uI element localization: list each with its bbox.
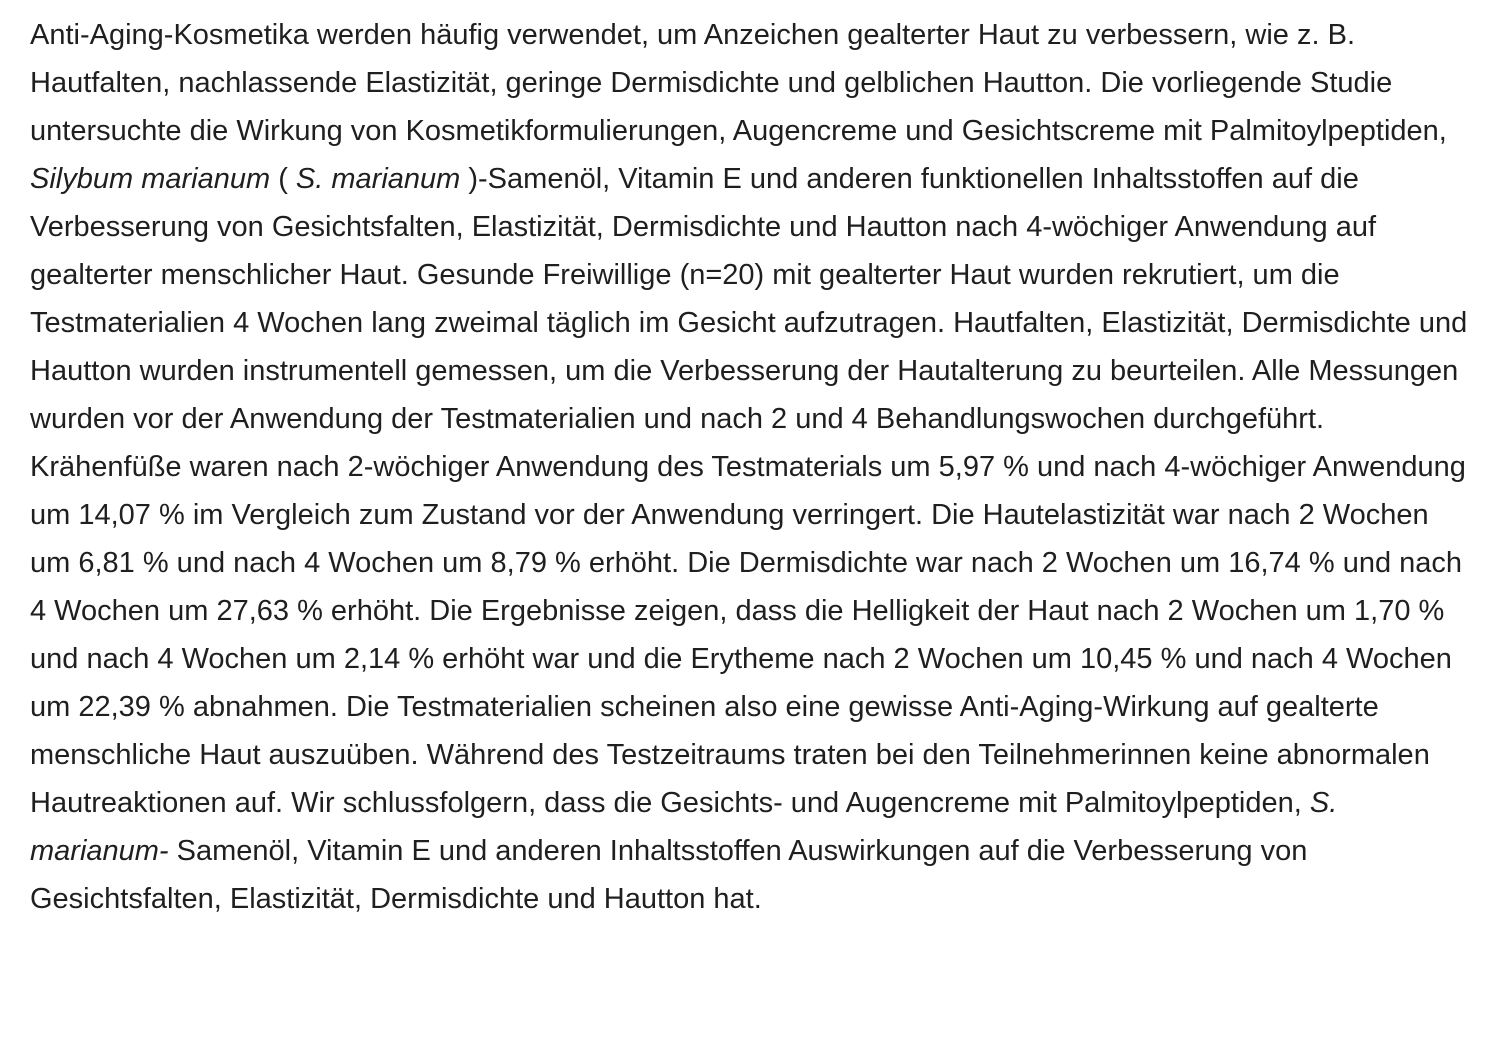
abstract-paragraph bbox=[30, 11, 1470, 923]
abstract-text-4: Samenöl, Vitamin E und anderen Inhaltsstoffen Auswirkungen auf die Verbesserung von Gesichtsfalten, Elastizität, Dermisdichte und Hautton hat. bbox=[30, 835, 1308, 915]
species-abbrev-italic: S. marianum bbox=[295, 163, 461, 195]
species-abbrev-italic-2: S. marianum- bbox=[30, 787, 1338, 867]
abstract-text-3: )-Samenöl, Vitamin E und anderen funktionellen Inhaltsstoffen auf die Verbesserung von Gesichtsfalten, Elastizität, Dermisdichte und Hautton nach 4-wöchiger Anwendung auf gealterter menschlicher Haut. Gesunde Freiwillige (n=20) mit gealterter Haut wurden rekrutiert, um die Testmaterialien 4 Wochen lang zweimal täglich im Gesicht aufzutragen. Hautfalten, Elastizität, Dermisdichte und Hautton wurden instrumentell gemessen, um die Verbesserung der Hautalterung zu beurteilen. Alle Messungen wurden vor der Anwendung der Testmaterialien und nach 2 und 4 Behandlungswochen durchgeführt. Krähenfüße waren nach 2-wöchiger Anwendung des Testmaterials um 5,97 % und nach 4-wöchiger Anwendung um 14,07 % im Vergleich zum Zustand vor der Anwendung verringert. Die Hautelastizität war nach 2 Wochen um 6,81 % und nach 4 Wochen um 8,79 % erhöht. Die Dermisdichte war nach 2 Wochen um 16,74 % und nach 4 Wochen um 27,63 % erhöht. Die Ergebnisse zeigen, dass die Helligkeit der Haut nach 2 Wochen um 1,70 % und nach 4 Wochen um 2,14 % erhöht war und die Erytheme nach 2 Wochen um 10,45 % und nach 4 Wochen um 22,39 % abnahmen. Die Testmaterialien scheinen also eine gewisse Anti-Aging-Wirkung auf gealterte menschliche Haut auszuüben. Während des Testzeitraums traten bei den Teilnehmerinnen keine abnormalen Hautreaktionen auf. Wir schlussfolgern, dass die Gesichts- und Augencreme mit Palmitoylpeptiden, bbox=[30, 163, 1468, 819]
species-name-italic: Silybum marianum bbox=[30, 163, 271, 195]
abstract-text-1: Anti-Aging-Kosmetika werden häufig verwendet, um Anzeichen gealterter Haut zu verbessern, wie z. B. Hautfalten, nachlassende Elastizität, geringe Dermisdichte und gelblichen Hautton. Die vorliegende Studie untersuchte die Wirkung von Kosmetikformulierungen, Augencreme und Gesichtscreme mit Palmitoylpeptiden, bbox=[30, 19, 1447, 147]
abstract-text-2: ( bbox=[270, 163, 296, 195]
